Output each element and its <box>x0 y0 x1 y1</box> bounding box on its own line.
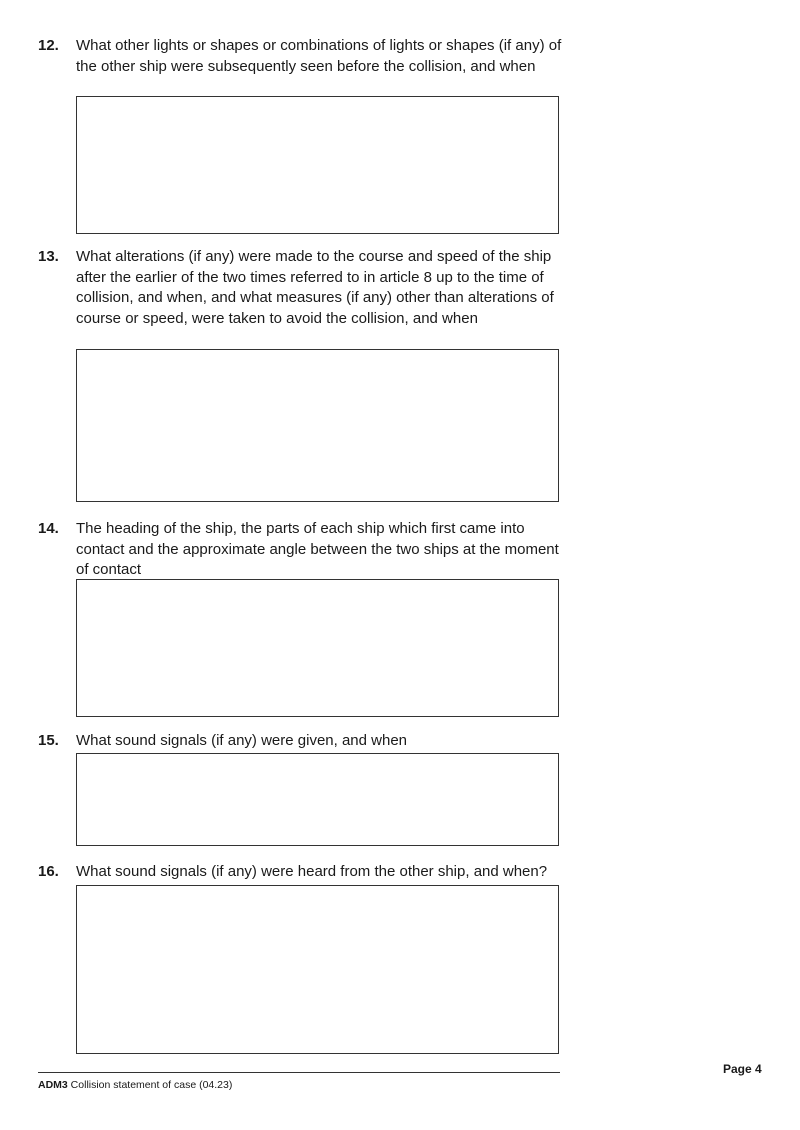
question-text: The heading of the ship, the parts of each ship which first came into contact and the approximate angle between the two ships at the moment of contact <box>76 520 559 578</box>
page-number: Page 4 <box>723 1062 762 1076</box>
form-code: ADM3 <box>38 1079 68 1091</box>
form-title: Collision statement of case (04.23) <box>67 1079 233 1091</box>
answer-box-16[interactable] <box>76 885 559 1054</box>
question-number: 15. <box>38 732 59 749</box>
question-number: 16. <box>38 863 59 880</box>
footer-divider <box>38 1072 560 1073</box>
question-number: 14. <box>38 520 59 537</box>
question-text: What sound signals (if any) were heard from the other ship, and when? <box>76 863 548 880</box>
question-number: 12. <box>38 37 59 54</box>
question-number: 13. <box>38 248 59 265</box>
question-text: What other lights or shapes or combinations of lights or shapes (if any) of the other ship were subsequently seen before the collision, and when <box>76 37 562 75</box>
answer-box-12[interactable] <box>76 96 559 234</box>
question-text: What sound signals (if any) were given, and when <box>76 732 408 749</box>
answer-box-14[interactable] <box>76 579 559 717</box>
footer-form-label <box>38 1079 232 1092</box>
answer-box-15[interactable] <box>76 753 559 846</box>
question-text: What alterations (if any) were made to the course and speed of the ship after the earlier of the two times referred to in article 8 up to the time of collision, and when, and what measures (if any) other than alterations of course or speed, were taken to avoid the collision, and when <box>76 248 554 327</box>
answer-box-13[interactable] <box>76 349 559 502</box>
